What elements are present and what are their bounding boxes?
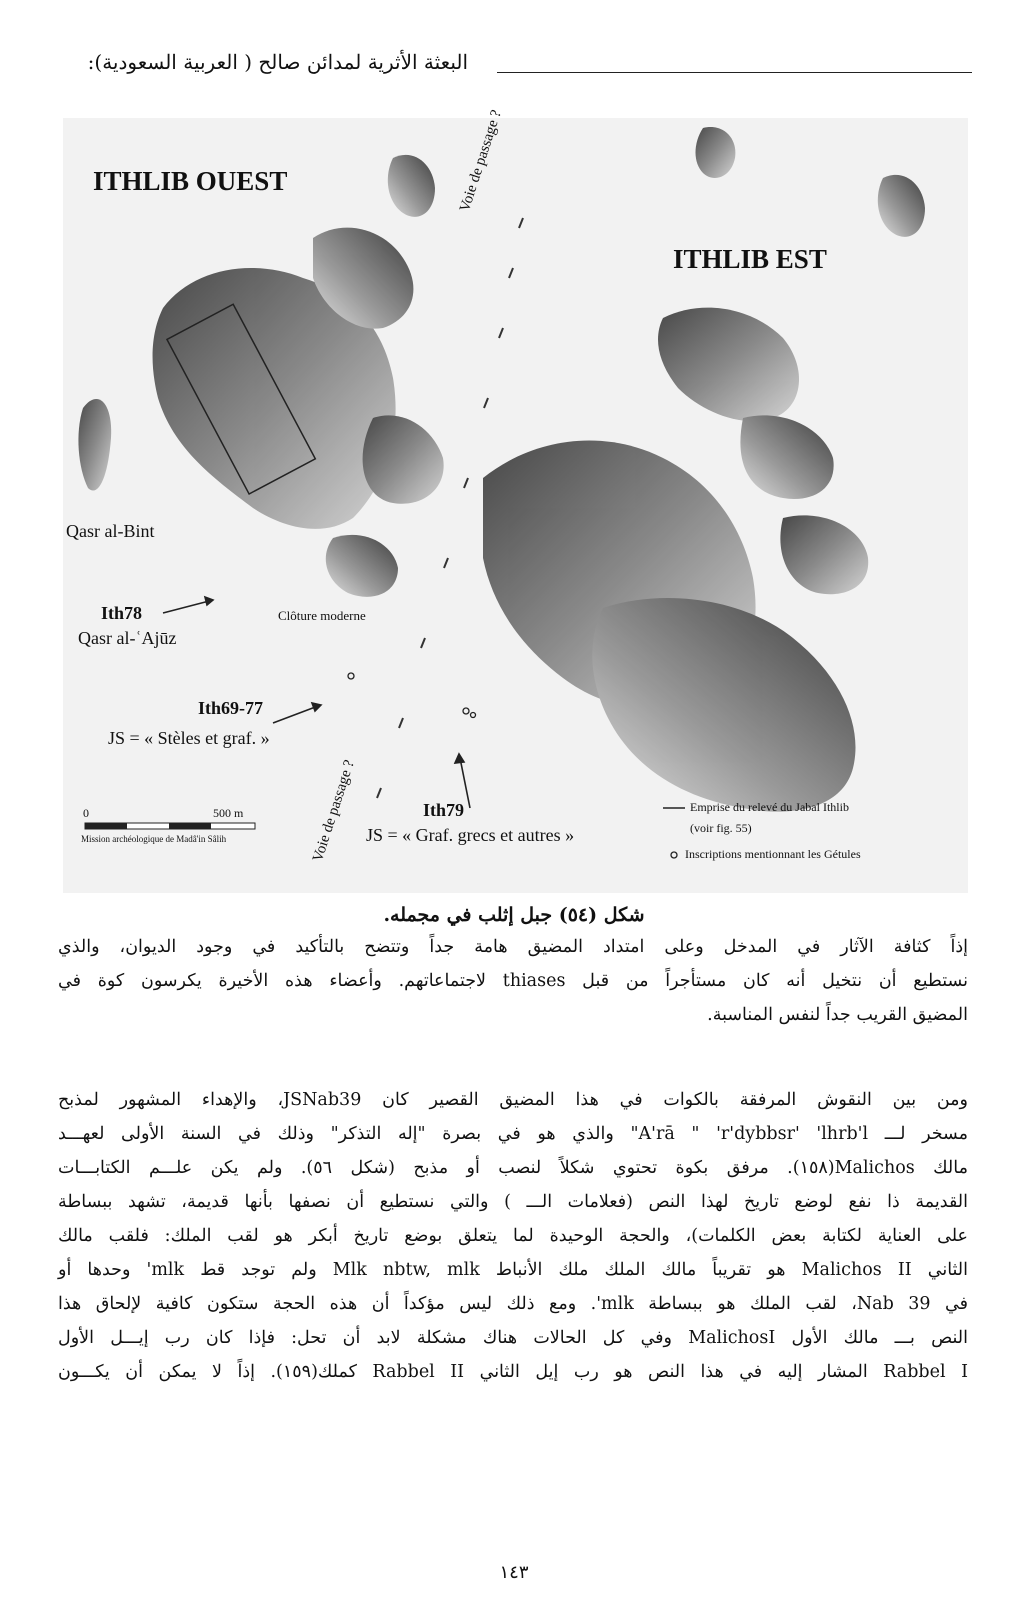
paragraph-line: المضيق القريب جداً لنفس المناسبة. — [707, 1005, 968, 1025]
label-js-graf: JS = « Graf. grecs et autres » — [366, 825, 575, 845]
paragraph-line: نستطيع أن نتخيل أنه كان مستأجراً من قبل thiases لاجتماعاتهم. وأعضاء هذه الأخيرة يكرسون كوة في — [58, 971, 968, 991]
paragraph-line: ومن بين النقوش المرفقة بالكوات في هذا المضيق القصير كان JSNab39، والإهداء المشهور لمذبح — [58, 1090, 969, 1110]
label-ith79: Ith79 — [423, 800, 465, 820]
map-figure — [63, 108, 968, 893]
legend-voir: (voir fig. 55) — [690, 821, 752, 835]
paragraph-line: Rabbel I المشار إليه في هذا النص هو رب إيل الثاني Rabbel II كملك(١٥٩). إذاً لا يمكن أن يكـــون — [58, 1362, 968, 1382]
label-voie-bottom: Voie de passage ? — [309, 758, 358, 864]
paragraph-line: القديمة ذا نفع لوضع تاريخ لهذا النص (فعلامات الـــ ) والتي نستطيع أن نصفها بأنها قديمة، تشهد ببساطة — [58, 1192, 968, 1212]
legend-emprise: Emprise du relevé du Jabal Ithlib — [690, 800, 849, 814]
label-ithlib-est: ITHLIB EST — [673, 244, 827, 274]
running-header: البعثة الأثرية لمدائن صالح ( العربية السعودية): — [87, 50, 468, 74]
label-scale-500: 500 m — [213, 806, 244, 820]
paragraph-line: في Nab 39، لقب الملك هو ببساطة mlk'. ومع ذلك ليس مؤكداً أن هذه الحجة ستكون كافية لإلحاق هذا — [58, 1294, 969, 1314]
label-qasr-bint: Qasr al-Bint — [66, 521, 155, 541]
paragraph-2 — [58, 1083, 968, 1389]
paragraph-1 — [58, 930, 968, 1032]
label-mission-credit: Mission archéologique de Madâ'in Sâlih — [81, 834, 227, 844]
label-js-steles: JS = « Stèles et graf. » — [108, 728, 270, 748]
label-ith78: Ith78 — [101, 603, 143, 623]
figure-caption: شكل (٥٤) جبل إثلب في مجمله. — [383, 904, 645, 926]
label-ith69: Ith69-77 — [198, 698, 264, 718]
page-number: ١٤٣ — [499, 1562, 529, 1583]
label-ithlib-ouest: ITHLIB OUEST — [93, 166, 288, 196]
paragraph-line: إذاً كثافة الآثار في المدخل وعلى امتداد المضيق هامة جداً وتتضح بالتأكيد في وجود الديوان، والذي — [58, 937, 968, 957]
scale-bar — [85, 823, 255, 829]
paragraph-line: على العناية لكتابة بعض الكلمات)، والحجة الوحيدة لما يتعلق بوضع تاريخ أبكر هو لقب الملك: فلقب مالك — [58, 1226, 968, 1246]
map-drawing — [63, 118, 968, 893]
legend-inscriptions: Inscriptions mentionnant les Gétules — [685, 847, 861, 861]
label-scale-zero: 0 — [83, 806, 89, 820]
label-qasr-ajuz: Qasr al-ʿAjūz — [78, 628, 177, 648]
label-voie-top: Voie de passage ? — [456, 108, 505, 214]
paragraph-line: الثاني Malichos II هو تقريباً مالك الملك ملك الأنباط Mlk nbtw, mlk ولم توجد قط mlk' وحدها أو — [58, 1260, 969, 1280]
paragraph-line: مالك Malichos(١٥٨). مرفق بكوة تحتوي شكلاً لنصب أو مذبح (شكل ٥٦). ولم يكن علـــم الكتابـــات — [58, 1158, 968, 1178]
header-rule — [497, 72, 972, 73]
paragraph-line: مسخر لـــ A'rā " 'r'dybbsr' 'lhrb'l" والذي هو في بصرة "إله التذكر" وذلك في السنة الأولى لعهـــد — [58, 1124, 969, 1144]
label-cloture: Clôture moderne — [278, 608, 366, 623]
paragraph-line: النص بـــ مالك الأول MalichosI وفي كل الحالات هناك مشكلة لابد أن تحل: فإذا كان رب إيـــل الأول — [58, 1328, 969, 1348]
